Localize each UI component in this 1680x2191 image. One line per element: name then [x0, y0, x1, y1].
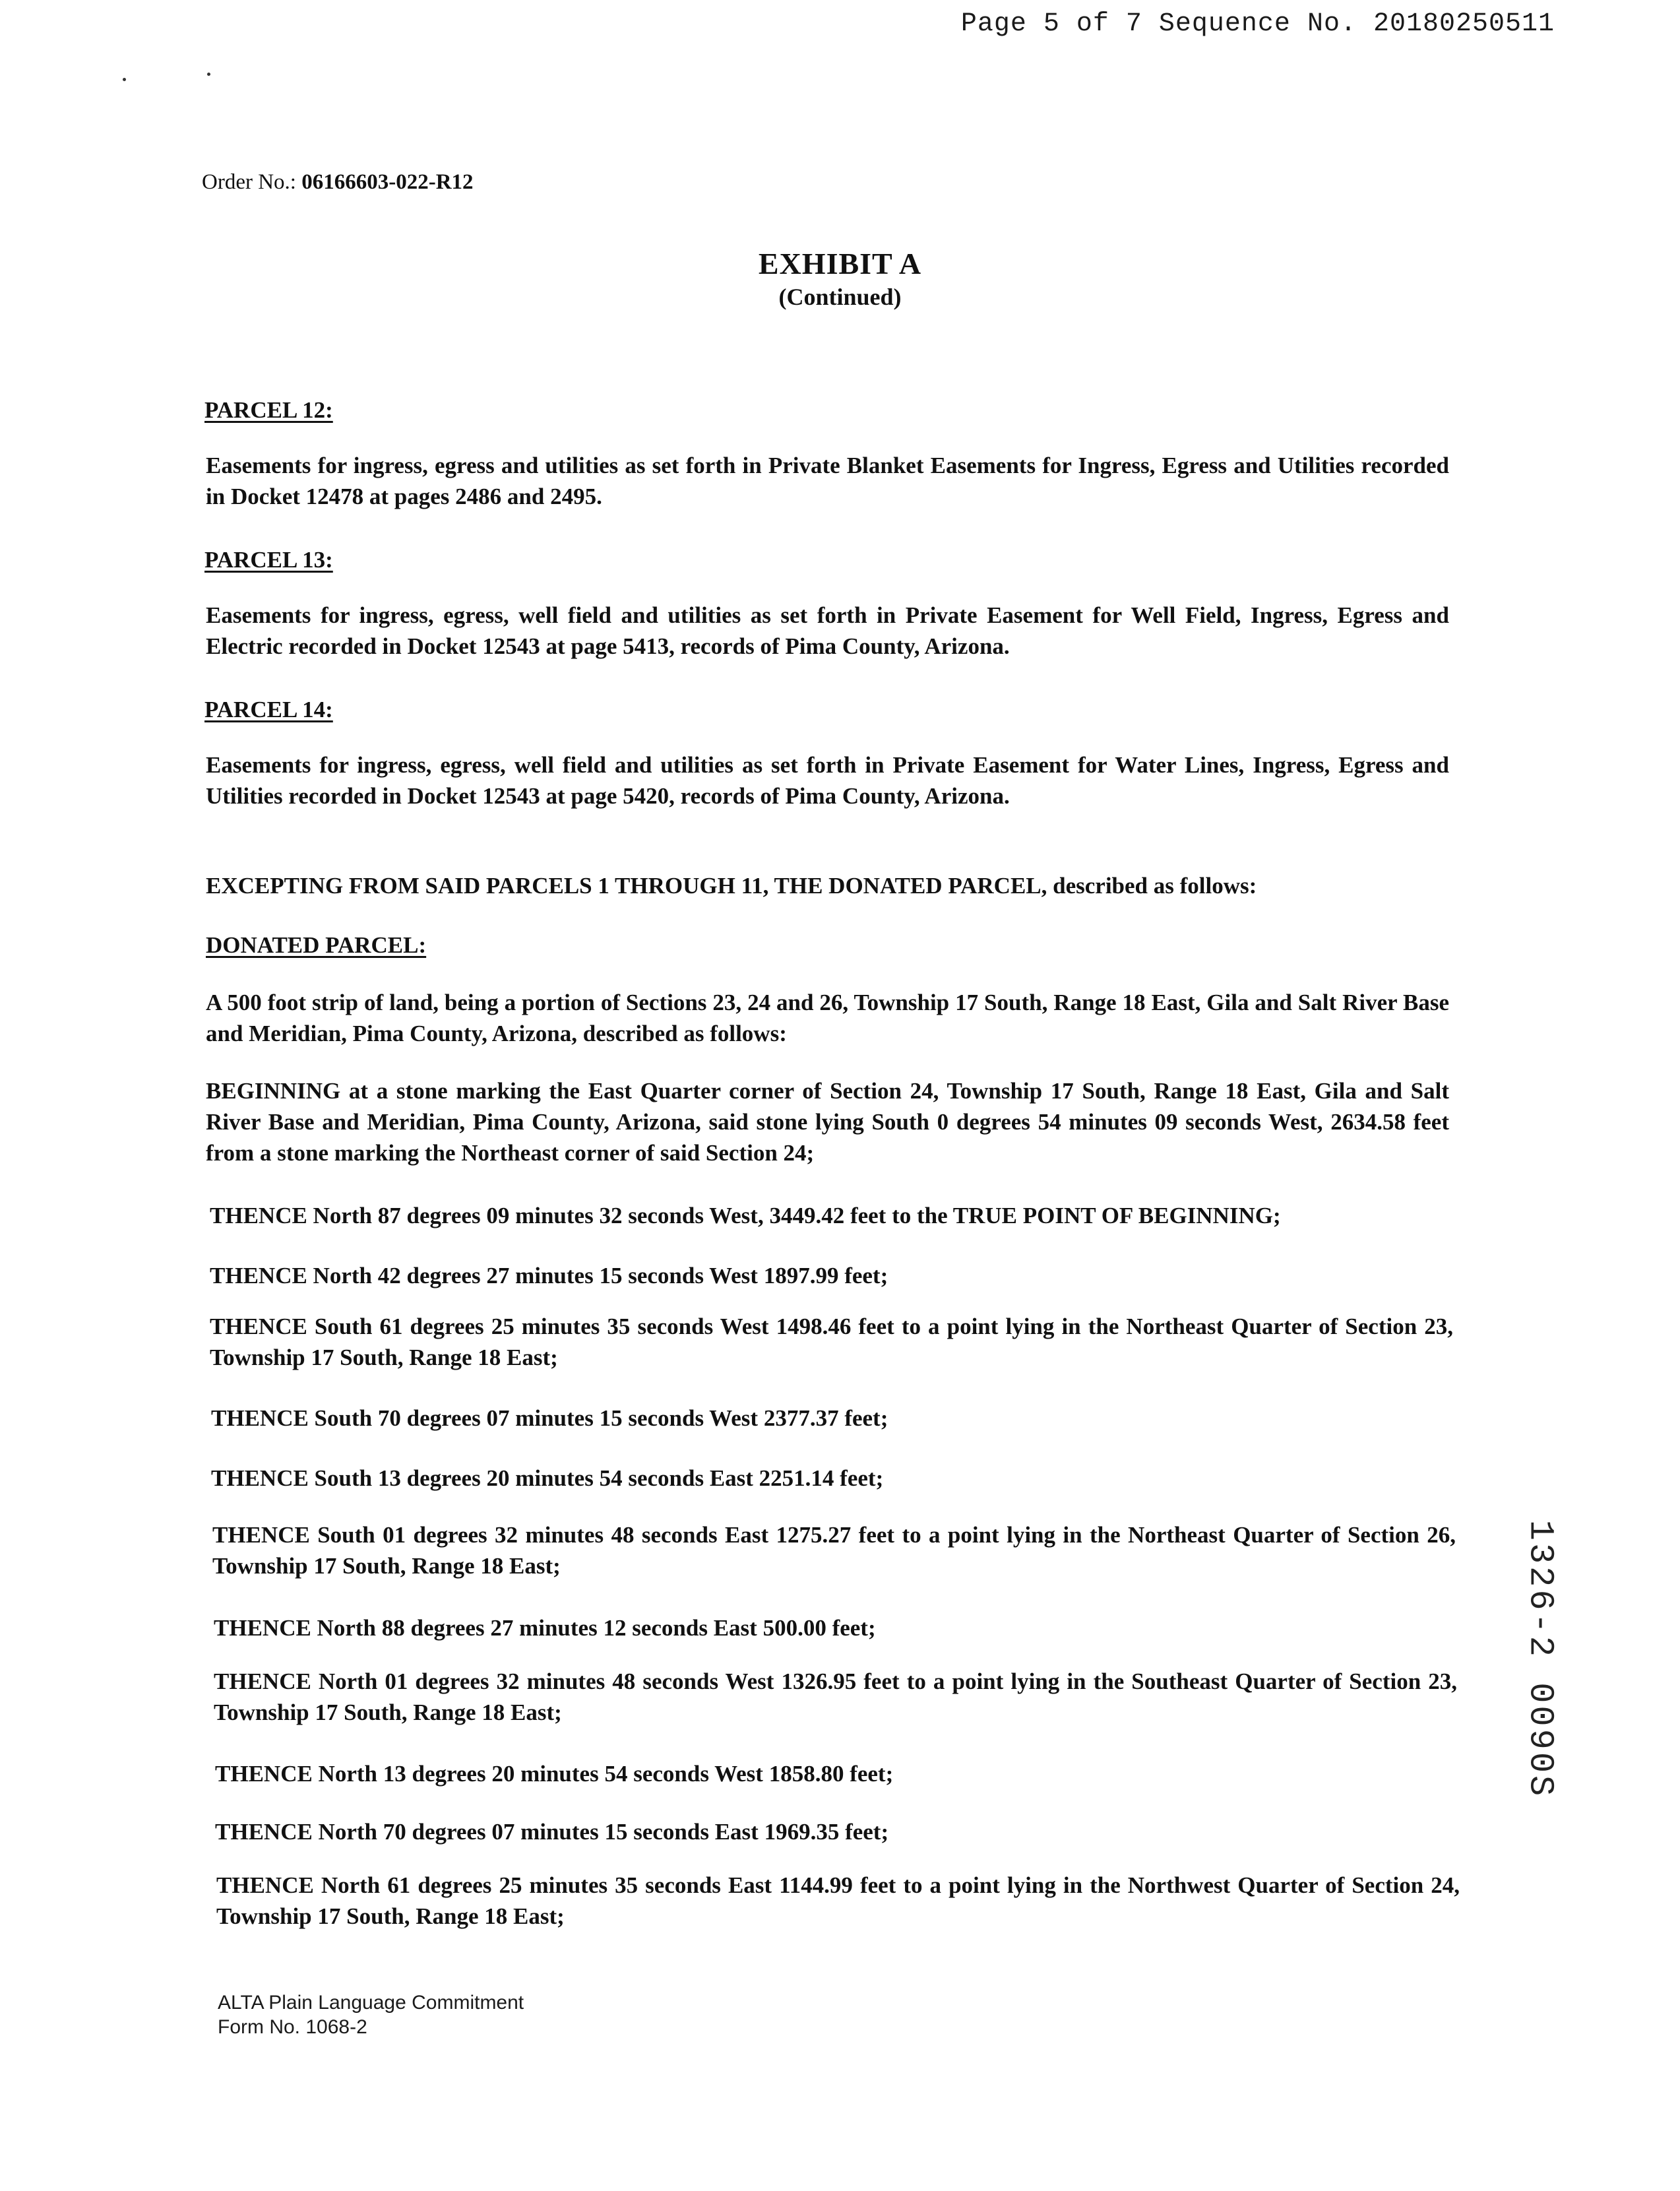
donated-parcel-heading: DONATED PARCEL: — [206, 932, 427, 958]
order-number-label: Order No.: — [202, 170, 296, 194]
order-number-value: 06166603-022-R12 — [301, 170, 474, 194]
excepting-clause: EXCEPTING FROM SAID PARCELS 1 THROUGH 11, THE DONATED PARCEL, described as follows: — [206, 873, 1257, 899]
recording-stamp-text: 1326-2 0090S — [1520, 1519, 1560, 1799]
exhibit-title: EXHIBIT A — [758, 247, 922, 280]
course-line: THENCE North 61 degrees 25 minutes 35 seconds East 1144.99 feet to a point lying in the Northwest Quarter of Section 24, Township 17 South, Range 18 East; — [216, 1872, 1460, 1929]
parcel-13-text: Easements for ingress, egress, well field and utilities as set forth in Private Easement for Well Field, Ingress, Egress and Electric recorded in Docket 12543 at page 5413, records of Pima County, Arizona. — [206, 602, 1449, 659]
form-footer — [218, 1990, 524, 2039]
course-line: THENCE South 70 degrees 07 minutes 15 seconds West 2377.37 feet; — [211, 1405, 888, 1431]
order-number — [202, 170, 474, 195]
course-line: THENCE North 01 degrees 32 minutes 48 seconds West 1326.95 feet to a point lying in the Southeast Quarter of Section 23, Township 17 South, Range 18 East; — [214, 1668, 1457, 1725]
exhibit-title-block — [0, 245, 1680, 311]
page-sequence-header: Page 5 of 7 Sequence No. 20180250511 — [960, 9, 1555, 39]
course-line: THENCE South 61 degrees 25 minutes 35 seconds West 1498.46 feet to a point lying in the Northeast Quarter of Section 23, Township 17 South, Range 18 East; — [210, 1314, 1453, 1370]
donated-parcel-intro: A 500 foot strip of land, being a portion of Sections 23, 24 and 26, Township 17 South, Range 18 East, Gila and Salt River Base and Meridian, Pima County, Arizona, described as follows: — [206, 990, 1449, 1046]
donated-parcel-beginning: BEGINNING at a stone marking the East Quarter corner of Section 24, Township 17 South, Range 18 East, Gila and Salt River Base and Meridian, Pima County, Arizona, said stone lying South 0 degrees 54 minutes 09 seconds West, 2634.58 feet from a stone marking the Northeast corner of said Section 24; — [206, 1078, 1449, 1166]
scan-speck — [207, 73, 210, 76]
course-line: THENCE North 87 degrees 09 minutes 32 seconds West, 3449.42 feet to the TRUE POINT OF BEGINNING; — [210, 1203, 1281, 1228]
course-line: THENCE North 42 degrees 27 minutes 15 seconds West 1897.99 feet; — [210, 1263, 888, 1288]
footer-form-title: ALTA Plain Language Commitment — [218, 1992, 524, 2014]
parcel-12-heading: PARCEL 12: — [204, 397, 333, 423]
parcel-13-heading: PARCEL 13: — [204, 547, 333, 573]
course-line: THENCE South 13 degrees 20 minutes 54 seconds East 2251.14 feet; — [211, 1465, 884, 1491]
course-line: THENCE South 01 degrees 32 minutes 48 seconds East 1275.27 feet to a point lying in the Northeast Quarter of Section 26, Township 17 South, Range 18 East; — [212, 1522, 1456, 1579]
scan-speck — [123, 78, 126, 81]
parcel-14-heading: PARCEL 14: — [204, 697, 333, 722]
course-line: THENCE North 88 degrees 27 minutes 12 seconds East 500.00 feet; — [214, 1615, 876, 1641]
course-line: THENCE North 13 degrees 20 minutes 54 seconds West 1858.80 feet; — [215, 1761, 894, 1787]
course-line: THENCE North 70 degrees 07 minutes 15 seconds East 1969.35 feet; — [215, 1819, 889, 1845]
parcel-12-text: Easements for ingress, egress and utilities as set forth in Private Blanket Easements for Ingress, Egress and Utilities recorded in Docket 12478 at pages 2486 and 2495. — [206, 453, 1449, 509]
footer-form-number: Form No. 1068-2 — [218, 2016, 367, 2038]
recording-stamp — [1517, 1519, 1563, 1799]
exhibit-subtitle: (Continued) — [778, 284, 902, 310]
parcel-14-text: Easements for ingress, egress, well field and utilities as set forth in Private Easement for Water Lines, Ingress, Egress and Utilities recorded in Docket 12543 at page 5420, records of Pima County, Arizona. — [206, 752, 1449, 809]
